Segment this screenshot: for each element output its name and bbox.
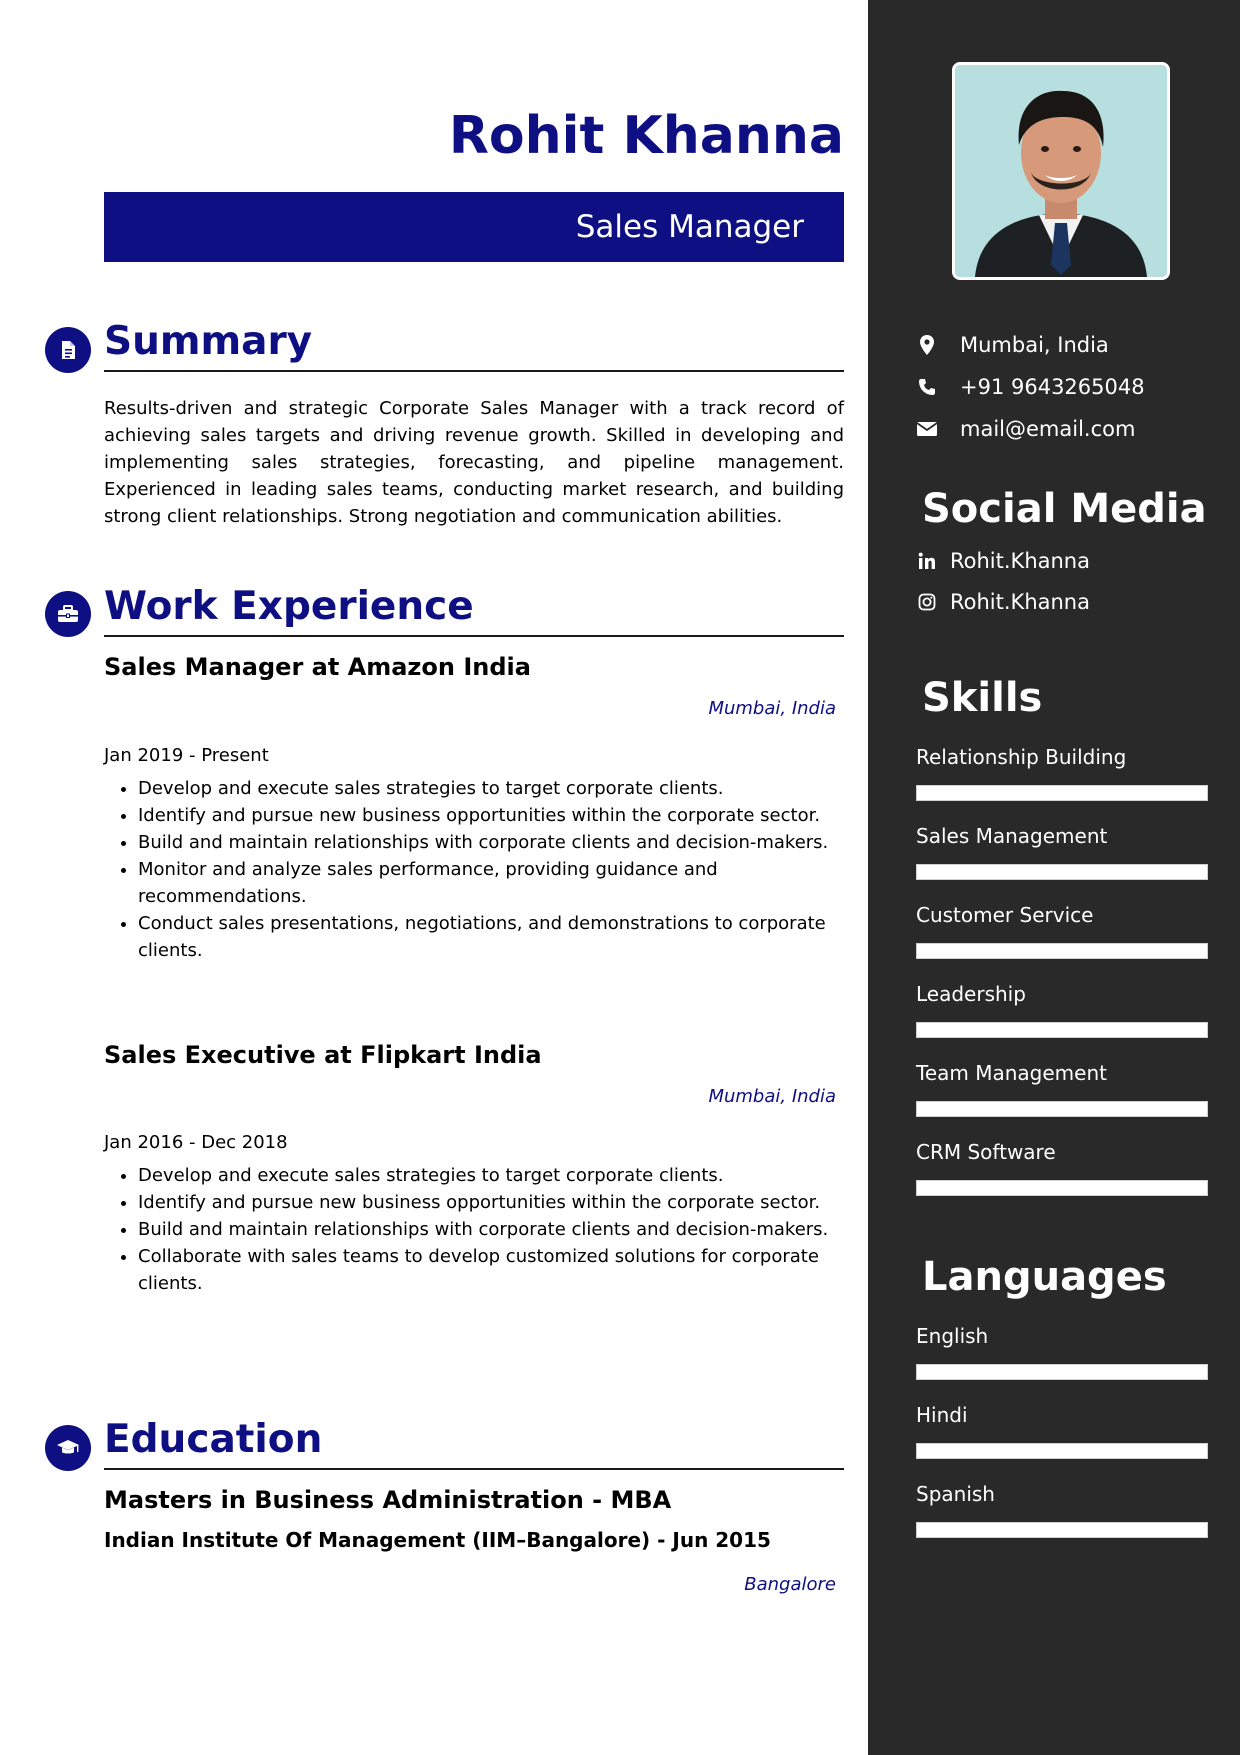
skill-level-bar [916, 864, 1208, 880]
level-fill [917, 1444, 1207, 1458]
job-2-bullets [104, 1162, 838, 1297]
list-item: • Build and maintain relationships with corporate clients and decision-makers. [138, 1216, 838, 1243]
skill-level-bar [916, 1022, 1208, 1038]
job-2-title: Sales Executive at Flipkart India [104, 1041, 542, 1069]
degree-title: Masters in Business Administration - MBA [104, 1486, 672, 1514]
skills-heading: Skills [922, 675, 1043, 721]
skill-label: Leadership [916, 982, 1026, 1006]
sidebar [868, 0, 1240, 1755]
social-media-heading: Social Media [922, 486, 1207, 532]
job-1-title: Sales Manager at Amazon India [104, 653, 531, 681]
linkedin-icon [916, 550, 938, 572]
list-item: • Collaborate with sales teams to develop customized solutions for corporate clients. [138, 1243, 838, 1297]
email-text[interactable]: mail@email.com [960, 417, 1136, 441]
skill-label: Customer Service [916, 903, 1094, 927]
level-fill [917, 1023, 1207, 1037]
social-instagram[interactable] [916, 590, 1090, 614]
job-1-dates: Jan 2019 - Present [104, 745, 269, 766]
language-label: Spanish [916, 1482, 995, 1506]
contact-location [916, 333, 1109, 357]
level-fill [917, 1102, 1207, 1116]
education-divider [104, 1468, 844, 1470]
list-item: • Conduct sales presentations, negotiations, and demonstrations to corporate clients. [138, 910, 838, 964]
skill-level-bar [916, 1180, 1208, 1196]
envelope-icon [916, 418, 938, 440]
list-item: • Identify and pursue new business opportunities within the corporate sector. [138, 802, 838, 829]
document-icon [45, 327, 91, 373]
experience-heading: Work Experience [104, 584, 474, 629]
instagram-icon [916, 591, 938, 613]
summary-text: Results-driven and strategic Corporate Sales Manager with a track record of achieving sales targets and driving revenue growth. Skilled in developing and implementing sales strategies, forecasting, and pipeline management. Experienced in leading sales teams, conducting market research, and building strong client relationships. Strong negotiation and communication abilities. [104, 398, 844, 527]
language-level-bar [916, 1364, 1208, 1380]
skill-label: Relationship Building [916, 745, 1127, 769]
language-label: Hindi [916, 1403, 968, 1427]
education-heading: Education [104, 1417, 323, 1462]
level-fill [917, 1181, 1207, 1195]
level-fill [917, 786, 1207, 800]
list-item: • Build and maintain relationships with corporate clients and decision-makers. [138, 829, 838, 856]
summary-divider [104, 370, 844, 372]
languages-heading: Languages [922, 1254, 1167, 1300]
map-pin-icon [916, 334, 938, 356]
location-text: Mumbai, India [960, 333, 1109, 357]
phone-icon [916, 376, 938, 398]
job-2-dates: Jan 2016 - Dec 2018 [104, 1132, 288, 1153]
experience-divider [104, 635, 844, 637]
job-1-location: Mumbai, India [708, 698, 836, 719]
job-2-location: Mumbai, India [708, 1086, 836, 1107]
level-fill [917, 865, 1207, 879]
level-fill [917, 944, 1207, 958]
summary-heading: Summary [104, 319, 313, 364]
list-item: • Develop and execute sales strategies to target corporate clients. [138, 775, 838, 802]
job-1-bullets [104, 775, 838, 964]
contact-phone[interactable] [916, 375, 1145, 399]
language-label: English [916, 1324, 989, 1348]
phone-text[interactable]: +91 9643265048 [960, 375, 1145, 399]
list-item: • Develop and execute sales strategies to target corporate clients. [138, 1162, 838, 1189]
skill-level-bar [916, 785, 1208, 801]
skill-label: CRM Software [916, 1140, 1056, 1164]
level-fill [917, 1365, 1207, 1379]
education-location: Bangalore [744, 1574, 836, 1595]
language-level-bar [916, 1522, 1208, 1538]
graduation-cap-icon [45, 1425, 91, 1471]
linkedin-handle[interactable]: Rohit.Khanna [950, 549, 1090, 573]
language-level-bar [916, 1443, 1208, 1459]
skill-label: Team Management [916, 1061, 1107, 1085]
skill-label: Sales Management [916, 824, 1108, 848]
level-fill [917, 1523, 1207, 1537]
skill-level-bar [916, 943, 1208, 959]
skill-level-bar [916, 1101, 1208, 1117]
list-item: • Identify and pursue new business opportunities within the corporate sector. [138, 1189, 838, 1216]
school-name: Indian Institute Of Management (IIM–Bangalore) - Jun 2015 [104, 1528, 771, 1552]
briefcase-icon [45, 591, 91, 637]
job-title-banner [104, 192, 844, 262]
candidate-name: Rohit Khanna [448, 106, 844, 166]
profile-photo [952, 62, 1170, 280]
contact-email[interactable] [916, 417, 1135, 441]
job-title-text: Sales Manager [575, 209, 804, 245]
social-linkedin[interactable] [916, 549, 1090, 573]
instagram-handle[interactable]: Rohit.Khanna [950, 590, 1090, 614]
list-item: • Monitor and analyze sales performance, providing guidance and recommendations. [138, 856, 838, 910]
